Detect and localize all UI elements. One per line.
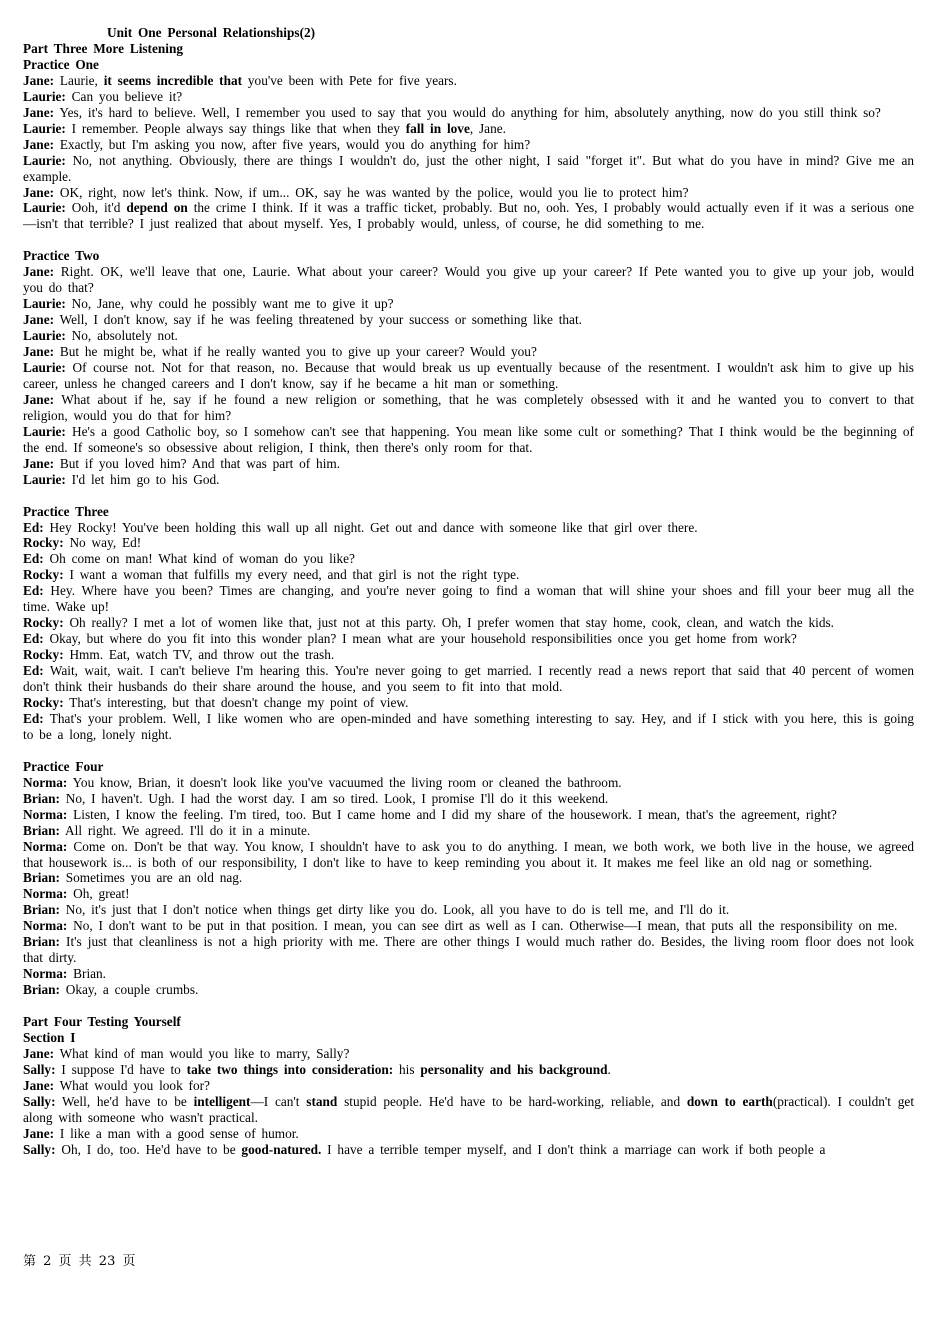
dialogue-line xyxy=(23,982,914,998)
dialogue-line xyxy=(23,296,914,312)
speech-text: you've been with Pete for five years. xyxy=(242,72,457,88)
dialogue-line xyxy=(23,472,914,488)
dialogue-line xyxy=(23,105,914,121)
speech-text: —I can't xyxy=(250,1093,307,1109)
practice-one-dialogue xyxy=(23,73,914,233)
dialogue-line xyxy=(23,264,914,296)
speech-text: Hmm. Eat, watch TV, and throw out the trash. xyxy=(69,647,335,663)
speaker-name: Ed: xyxy=(23,631,44,647)
speech-text: I have a terrible temper myself, and I don't think a marriage can work if both people a xyxy=(321,1141,826,1157)
speech-text: Wait, wait, wait. I can't believe I'm hearing this. You're never going to get married. I recently read a news report that said that 40 percent of women don't think their husbands do their share around the house, and you seem to fit into that mold. xyxy=(23,663,915,695)
dialogue-line xyxy=(23,312,914,328)
speech-text: That's interesting, but that doesn't change my point of view. xyxy=(69,695,409,710)
speech-text: That's your problem. Well, I like women who are open-minded and have something interesting to say. Hey, and if I stick with you here, this is going to be a long, lonely night. xyxy=(23,710,914,742)
speaker-name: Norma: xyxy=(23,886,68,902)
practice-three-heading: Practice Three xyxy=(23,503,109,519)
speech-text: Come on. Don't be that way. You know, I shouldn't have to ask you to do anything. I mean, we both work, we both live in the house, we agreed that housework is... is both of our responsibility, I don't like to have to keep reminding you about it. It makes me feel like an old nag or something. xyxy=(23,838,914,870)
key-phrase: down to earth xyxy=(686,1093,773,1109)
speech-text: Hey. Where have you been? Times are changing, and you're never going to find a woman that will shine your shoes and fill your beer mug all the time. Wake up! xyxy=(23,583,914,615)
speaker-name: Brian: xyxy=(23,790,60,806)
dialogue-line xyxy=(23,775,914,791)
dialogue-line xyxy=(23,344,914,360)
speaker-name: Rocky: xyxy=(23,535,64,551)
speaker-name: Brian: xyxy=(23,982,60,998)
speech-text: I like a man with a good sense of humor. xyxy=(59,1125,299,1141)
speech-text: stupid people. He'd have to be hard-working, reliable, and xyxy=(337,1093,687,1109)
document-title: Unit One Personal Relationships(2) xyxy=(107,25,316,40)
speech-text: Listen, I know the feeling. I'm tired, too. But I came home and I did my share of the housework. I mean, that's the agreement, right? xyxy=(73,806,837,822)
key-phrase: good-natured. xyxy=(241,1141,322,1157)
dialogue-line xyxy=(23,711,914,743)
paragraph-gap xyxy=(23,998,914,1014)
dialogue-line xyxy=(23,583,914,615)
speech-text: Okay, a couple crumbs. xyxy=(65,982,199,998)
speaker-name: Jane: xyxy=(23,312,55,328)
speech-text: , Jane. xyxy=(469,120,506,136)
speaker-name: Laurie: xyxy=(23,296,66,312)
key-phrase: take two things into consideration: xyxy=(186,1061,394,1077)
dialogue-line xyxy=(23,137,914,153)
section-one-heading: Section I xyxy=(23,1029,76,1045)
practice-one-heading: Practice One xyxy=(23,56,99,72)
dialogue-line xyxy=(23,153,914,185)
speaker-name: Laurie: xyxy=(23,152,66,168)
speech-text: Okay, but where do you fit into this wonder plan? I mean what are your household responsibilities once you get home from work? xyxy=(49,631,797,647)
part-three-heading: Part Three More Listening xyxy=(23,40,184,56)
speaker-name: Brian: xyxy=(23,902,60,918)
dialogue-line xyxy=(23,918,914,934)
speech-text: OK, right, now let's think. Now, if um... OK, say he was wanted by the police, would you lie to protect him? xyxy=(59,184,689,200)
speech-text: Brian. xyxy=(73,966,107,982)
speech-text: No, I haven't. Ugh. I had the worst day. I am so tired. Look, I promise I'll do it this weekend. xyxy=(65,790,609,806)
speaker-name: Jane: xyxy=(23,1045,55,1061)
speaker-name: Norma: xyxy=(23,806,68,822)
speech-text: What about if he, say if he found a new religion or something, that he was completely obsessed with it and he wanted you to convert to that religion, would you do that for him? xyxy=(23,391,914,423)
dialogue-line xyxy=(23,807,914,823)
speech-text: (practical). I couldn't get along with someone who wasn't practical. xyxy=(23,1093,915,1125)
speaker-name: Norma: xyxy=(23,918,68,934)
speaker-name: Jane: xyxy=(23,184,55,200)
speech-text: It's just that cleanliness is not a high priority with me. There are other things I would much rather do. Besides, the living room floor does not look that dirty. xyxy=(23,934,915,966)
speech-text: his xyxy=(393,1061,421,1077)
speaker-name: Brian: xyxy=(23,934,60,950)
speech-text: No, not anything. Obviously, there are things I wouldn't do, just the other night, I said "forget it". But what do you have in mind? Give me an example. xyxy=(23,152,914,184)
dialogue-line xyxy=(23,1078,914,1094)
dialogue-line xyxy=(23,360,914,392)
practice-two-heading: Practice Two xyxy=(23,248,100,264)
dialogue-line xyxy=(23,663,914,695)
speaker-name: Ed: xyxy=(23,663,44,679)
dialogue-line xyxy=(23,966,914,982)
speaker-name: Sally: xyxy=(23,1093,56,1109)
page-number-footer: 第 2 页 共 23 页 xyxy=(23,1254,136,1269)
speech-text: Right. OK, we'll leave that one, Laurie. What about your career? Would you give up your career? If Pete wanted you to give up your job, would you do that? xyxy=(23,264,914,296)
practice-four-heading: Practice Four xyxy=(23,758,104,774)
speech-text: I remember. People always say things like that when they xyxy=(71,120,406,136)
speech-text: Oh, I do, too. He'd have to be xyxy=(61,1141,242,1157)
speech-text: No way, Ed! xyxy=(69,535,142,551)
dialogue-line xyxy=(23,73,914,89)
speaker-name: Sally: xyxy=(23,1061,56,1077)
speech-text: But if you loved him? And that was part of him. xyxy=(59,455,341,471)
speech-text: Sometimes you are an old nag. xyxy=(65,870,243,886)
dialogue-line xyxy=(23,392,914,424)
key-phrase: stand xyxy=(306,1093,338,1109)
dialogue-line xyxy=(23,791,914,807)
speech-text: But he might be, what if he really wanted you to give up your career? Would you? xyxy=(59,344,537,360)
speaker-name: Laurie: xyxy=(23,88,66,104)
speaker-name: Norma: xyxy=(23,966,68,982)
speech-text: the crime I think. If it was a traffic ticket, probably. But no, ooh. Yes, I probably would actually even if it was a serious one—isn't that terrible? I just realized that about myself. Yes, I probably would, unless, of course, he did something to me. xyxy=(23,200,914,232)
speaker-name: Jane: xyxy=(23,1077,55,1093)
dialogue-line xyxy=(23,886,914,902)
speech-text: All right. We agreed. I'll do it in a minute. xyxy=(65,822,311,838)
dialogue-line xyxy=(23,1046,914,1062)
part-four-heading: Part Four Testing Yourself xyxy=(23,1014,181,1030)
key-phrase: fall in love xyxy=(405,120,470,136)
speech-text: You know, Brian, it doesn't look like you've vacuumed the living room or cleaned the bathroom. xyxy=(72,774,622,790)
dialogue-line xyxy=(23,902,914,918)
speech-text: Well, I don't know, say if he was feeling threatened by your success or something like that. xyxy=(59,312,582,328)
speech-text: Exactly, but I'm asking you now, after five years, would you do anything for him? xyxy=(59,136,531,152)
speech-text: Ooh, it'd xyxy=(71,200,127,216)
speaker-name: Ed: xyxy=(23,710,44,726)
dialogue-line xyxy=(23,424,914,456)
speech-text: He's a good Catholic boy, so I somehow can't see that happening. You mean like some cult or something? That I think would be the beginning of the end. If someone's so obsessive about religion, I think, then there's only room for that. xyxy=(23,423,914,455)
dialogue-line xyxy=(23,520,914,536)
paragraph-gap xyxy=(23,743,914,759)
paragraph-gap xyxy=(23,232,914,248)
dialogue-line xyxy=(23,823,914,839)
speech-text: I want a woman that fulfills my every need, and that girl is not the right type. xyxy=(69,567,520,583)
speech-text: Oh really? I met a lot of women like that, just not at this party. Oh, I prefer women that stay home, cook, clean, and watch the kids. xyxy=(69,615,834,631)
speaker-name: Laurie: xyxy=(23,328,66,344)
key-phrase: depend on xyxy=(126,200,188,216)
speaker-name: Rocky: xyxy=(23,647,64,663)
speaker-name: Brian: xyxy=(23,870,60,886)
dialogue-line xyxy=(23,185,914,201)
speaker-name: Laurie: xyxy=(23,360,66,375)
speaker-name: Jane: xyxy=(23,344,55,360)
dialogue-line xyxy=(23,89,914,105)
dialogue-line xyxy=(23,200,914,232)
speaker-name: Sally: xyxy=(23,1141,56,1157)
dialogue-line xyxy=(23,615,914,631)
document-page xyxy=(23,25,914,1158)
dialogue-line xyxy=(23,456,914,472)
speech-text: Oh, great! xyxy=(73,886,130,902)
practice-four-dialogue xyxy=(23,775,914,998)
speech-text: I'd let him go to his God. xyxy=(71,471,220,487)
speaker-name: Jane: xyxy=(23,391,55,407)
dialogue-line xyxy=(23,839,914,871)
paragraph-gap xyxy=(23,488,914,504)
dialogue-line xyxy=(23,647,914,663)
speech-text: Can you believe it? xyxy=(71,88,183,104)
speaker-name: Norma: xyxy=(23,774,68,790)
speaker-name: Norma: xyxy=(23,838,68,854)
speaker-name: Jane: xyxy=(23,136,55,152)
speaker-name: Laurie: xyxy=(23,120,66,136)
dialogue-line xyxy=(23,328,914,344)
speech-text: I suppose I'd have to xyxy=(61,1061,187,1077)
section-one-dialogue xyxy=(23,1046,914,1158)
key-phrase: personality and his background xyxy=(420,1061,608,1077)
speaker-name: Jane: xyxy=(23,264,55,280)
speech-text: What kind of man would you like to marry, Sally? xyxy=(59,1045,350,1061)
speech-text: Oh come on man! What kind of woman do you like? xyxy=(49,551,355,567)
speaker-name: Rocky: xyxy=(23,615,64,631)
speaker-name: Ed: xyxy=(23,519,44,535)
speaker-name: Ed: xyxy=(23,551,44,567)
dialogue-line xyxy=(23,1062,914,1078)
key-phrase: intelligent xyxy=(193,1093,251,1109)
speaker-name: Laurie: xyxy=(23,423,66,439)
speaker-name: Laurie: xyxy=(23,200,66,216)
dialogue-line xyxy=(23,1142,914,1158)
dialogue-line xyxy=(23,695,914,711)
speaker-name: Rocky: xyxy=(23,567,64,583)
speaker-name: Jane: xyxy=(23,1125,55,1141)
speech-text: No, it's just that I don't notice when things get dirty like you do. Look, all you have to do is tell me, and I'll do it. xyxy=(65,902,730,918)
dialogue-line xyxy=(23,1126,914,1142)
practice-three-dialogue xyxy=(23,520,914,743)
speaker-name: Jane: xyxy=(23,72,55,88)
speech-text: Yes, it's hard to believe. Well, I remember you used to say that you would do anything for him, absolutely anything, now do you still think so? xyxy=(59,104,881,120)
speaker-name: Laurie: xyxy=(23,471,66,487)
practice-two-dialogue xyxy=(23,264,914,487)
dialogue-line xyxy=(23,870,914,886)
speech-text: Of course not. Not for that reason, no. Because that would break us up eventually because of the resentment. I wouldn't ask him to give up his career, unless he changed careers and I don't know, say if he became a hit man or something. xyxy=(23,360,914,391)
speaker-name: Jane: xyxy=(23,104,55,120)
dialogue-line xyxy=(23,934,914,966)
dialogue-line xyxy=(23,1094,914,1126)
speaker-name: Rocky: xyxy=(23,695,64,710)
speaker-name: Jane: xyxy=(23,455,55,471)
speech-text: Hey Rocky! You've been holding this wall up all night. Get out and dance with someone like that girl over there. xyxy=(49,519,698,535)
speech-text: Laurie, xyxy=(59,72,104,88)
speech-text: No, I don't want to be put in that position. I mean, you can see dirt as well as I can. Otherwise—I mean, that puts all the responsibility on me. xyxy=(73,918,898,934)
dialogue-line xyxy=(23,631,914,647)
dialogue-line xyxy=(23,567,914,583)
key-phrase: it seems incredible that xyxy=(103,72,243,88)
speech-text: Well, he'd have to be xyxy=(62,1093,194,1109)
speech-text: What would you look for? xyxy=(59,1077,210,1093)
speaker-name: Brian: xyxy=(23,822,60,838)
speech-text: . xyxy=(607,1061,611,1077)
dialogue-line xyxy=(23,535,914,551)
speech-text: No, absolutely not. xyxy=(71,328,178,344)
speaker-name: Ed: xyxy=(23,583,44,599)
dialogue-line xyxy=(23,121,914,137)
dialogue-line xyxy=(23,551,914,567)
speech-text: No, Jane, why could he possibly want me to give it up? xyxy=(71,296,394,312)
